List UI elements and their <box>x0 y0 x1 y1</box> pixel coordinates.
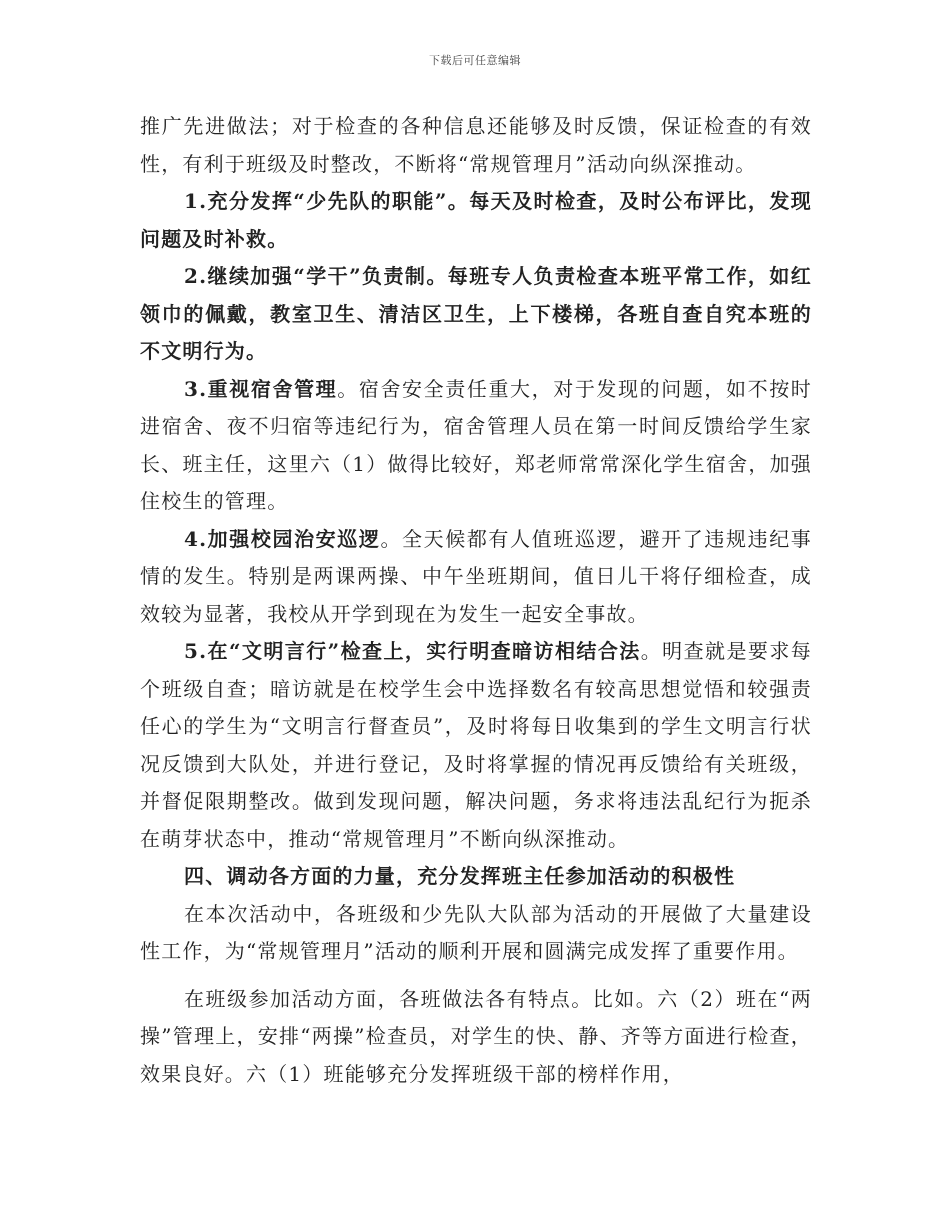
paragraph-item-1 <box>140 183 812 258</box>
paragraph-text: 。宿舍安全责任重大，对于发现的问题，如不按时进宿舍、夜不归宿等违纪行为，宿舍管理人员在第一时间反馈给学生家长、班主任，这里六（1）做得比较好，郑老师常常深化学生宿舍，加强住校生的管理。 <box>140 376 812 513</box>
paragraph-lead: 四、调动各方面的力量，充分发挥班主任参加活动的积极性 <box>184 864 736 888</box>
paragraph-text: 在班级参加活动方面，各班做法各有特点。比如。六（2）班在“两操”管理上，安排“两操”检查员，对学生的快、静、齐等方面进行检查，效果良好。六（1）班能够充分发挥班级干部的榜样作用， <box>140 986 812 1086</box>
paragraph-body <box>140 896 812 971</box>
paragraph-text: 。明查就是要求每个班级自查；暗访就是在校学生会中选择数名有较高思想觉悟和较强责任心的学生为“文明言行督查员”，及时将每日收集到的学生文明言行状况反馈到大队处，并进行登记，及时将掌握的情况再反馈给有关班级，并督促限期整改。做到发现问题，解决问题，务求将违法乱纪行为扼杀在萌芽状态中，推动“常规管理月”不断向纵深推动。 <box>140 639 812 851</box>
paragraph-text: 在本次活动中，各班级和少先队大队部为活动的开展做了大量建设性工作，为“常规管理月”活动的顺利开展和圆满完成发挥了重要作用。 <box>140 901 812 963</box>
paragraph-lead: 1.充分发挥“少先队的职能”。每天及时检查，及时公布评比，发现问题及时补救。 <box>140 189 812 251</box>
paragraph-lead: 5.在“文明言行”检查上，实行明查暗访相结合法 <box>184 639 641 663</box>
paragraph-item-3 <box>140 371 812 521</box>
paragraph-text: 。全天候都有人值班巡逻，避开了违规违纪事情的发生。特别是两课两操、中午坐班期间，值日儿干将仔细检查，成效较为显著，我校从开学到现在为发生一起安全事故。 <box>140 526 812 626</box>
paragraph-lead: 3.重视宿舍管理 <box>184 376 338 401</box>
paragraph-lead: 4.加强校园治安巡逻 <box>184 526 381 551</box>
paragraph-lead: 2.继续加强“学干”负责制。每班专人负责检查本班平常工作，如红领巾的佩戴，教室卫生、清洁区卫生，上下楼梯，各班自查自究本班的不文明行为。 <box>140 264 812 363</box>
paragraph-item-5 <box>140 633 812 858</box>
page-header: 下载后可任意编辑 <box>429 54 521 67</box>
document-body <box>140 108 812 1093</box>
paragraph-item-2 <box>140 258 812 371</box>
paragraph-body <box>140 981 812 1094</box>
paragraph-item-4 <box>140 521 812 634</box>
paragraph-continuation <box>140 108 812 183</box>
section-heading <box>140 858 812 896</box>
paragraph-text: 推广先进做法；对于检查的各种信息还能够及时反馈，保证检查的有效性，有利于班级及时整改，不断将“常规管理月”活动向纵深推动。 <box>140 114 812 176</box>
